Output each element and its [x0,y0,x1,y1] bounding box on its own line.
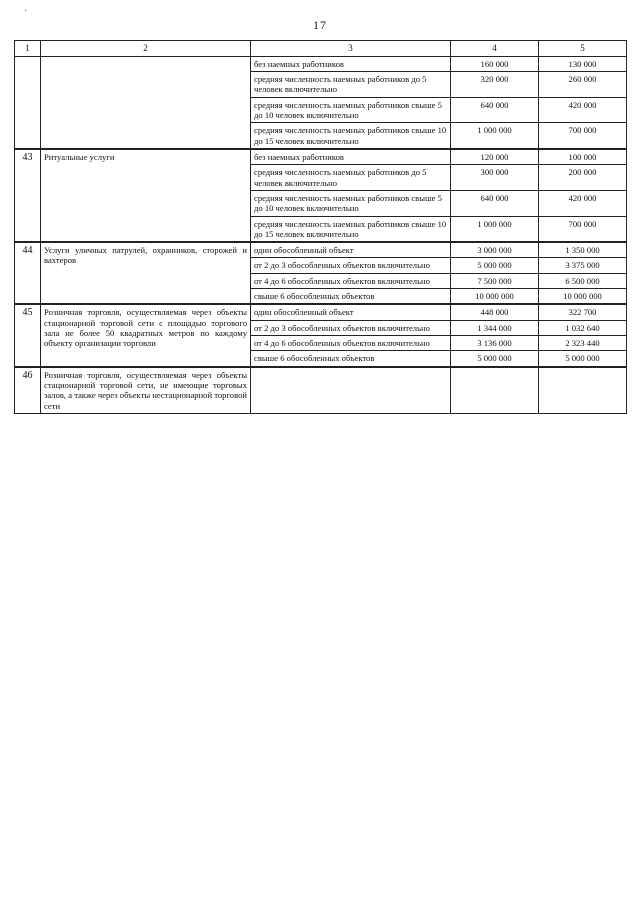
table-row [15,367,627,414]
row-number [15,56,41,149]
condition-cell: свыше 6 обособленных объектов [251,289,451,305]
value-col4: 640 000 [451,190,539,216]
page-number: 17 [313,18,327,32]
table-row [15,149,627,165]
condition-cell: средняя численность наемных работников до 5 человек включительно [251,165,451,191]
value-col5: 322 700 [539,304,627,320]
value-col5: 260 000 [539,72,627,98]
col-header-5: 5 [539,41,627,57]
condition-cell: от 2 до 3 обособленных объектов включительно [251,258,451,273]
value-col5: 200 000 [539,165,627,191]
table-row [15,304,627,320]
condition-cell [251,367,451,414]
condition-cell: свыше 6 обособленных объектов [251,351,451,367]
value-col5: 130 000 [539,56,627,71]
service-name: Розничная торговля, осуществляемая через объекты стационарной торговой сети, не имеющие торговых залов, а также через объекты нестационарной торговой сети [41,367,251,414]
condition-cell: без наемных работников [251,56,451,71]
value-col4: 1 000 000 [451,123,539,149]
row-number: 44 [15,242,41,304]
condition-cell: один обособленный объект [251,304,451,320]
value-col4: 5 000 000 [451,351,539,367]
value-col4: 120 000 [451,149,539,165]
condition-cell: один обособленный объект [251,242,451,258]
tariff-table [14,40,627,414]
condition-cell: средняя численность наемных работников свыше 5 до 10 человек включительно [251,190,451,216]
value-col4: 448 000 [451,304,539,320]
value-col4: 320 000 [451,72,539,98]
condition-cell: средняя численность наемных работников свыше 10 до 15 человек включительно [251,123,451,149]
condition-cell: средняя численность наемных работников свыше 5 до 10 человек включительно [251,97,451,123]
value-col4: 160 000 [451,56,539,71]
service-name: Услуги уличных патрулей, охранников, сторожей и вахтеров [41,242,251,304]
value-col4: 1 000 000 [451,216,539,242]
value-col5: 420 000 [539,97,627,123]
value-col4: 7 500 000 [451,273,539,288]
value-col5 [539,367,627,414]
value-col5: 3 375 000 [539,258,627,273]
col-header-3: 3 [251,41,451,57]
value-col4: 1 344 000 [451,320,539,335]
value-col4 [451,367,539,414]
value-col4: 10 000 000 [451,289,539,305]
condition-cell: от 4 до 6 обособленных объектов включительно [251,336,451,351]
value-col5: 6 500 000 [539,273,627,288]
value-col5: 1 032 640 [539,320,627,335]
value-col5: 1 350 000 [539,242,627,258]
value-col5: 2 323 440 [539,336,627,351]
value-col4: 5 000 000 [451,258,539,273]
value-col4: 3 000 000 [451,242,539,258]
condition-cell: средняя численность наемных работников до 5 человек включительно [251,72,451,98]
value-col5: 700 000 [539,216,627,242]
condition-cell: без наемных работников [251,149,451,165]
service-name [41,56,251,149]
value-col5: 10 000 000 [539,289,627,305]
value-col4: 3 136 000 [451,336,539,351]
row-number: 43 [15,149,41,242]
value-col4: 640 000 [451,97,539,123]
col-header-2: 2 [41,41,251,57]
service-name: Розничная торговля, осуществляемая через объекты стационарной торговой сети с площадью торгового зала не более 50 квадратных метров по каждому объекту организации торговли [41,304,251,366]
table-row [15,242,627,258]
service-name: Ритуальные услуги [41,149,251,242]
value-col4: 300 000 [451,165,539,191]
value-col5: 100 000 [539,149,627,165]
col-header-1: 1 [15,41,41,57]
condition-cell: от 4 до 6 обособленных объектов включительно [251,273,451,288]
row-number: 45 [15,304,41,366]
row-number: 46 [15,367,41,414]
value-col5: 5 000 000 [539,351,627,367]
condition-cell: от 2 до 3 обособленных объектов включительно [251,320,451,335]
value-col5: 420 000 [539,190,627,216]
col-header-4: 4 [451,41,539,57]
column-number-row [15,41,627,57]
condition-cell: средняя численность наемных работников свыше 10 до 15 человек включительно [251,216,451,242]
table-row [15,56,627,71]
scan-mark: · [24,6,28,17]
value-col5: 700 000 [539,123,627,149]
